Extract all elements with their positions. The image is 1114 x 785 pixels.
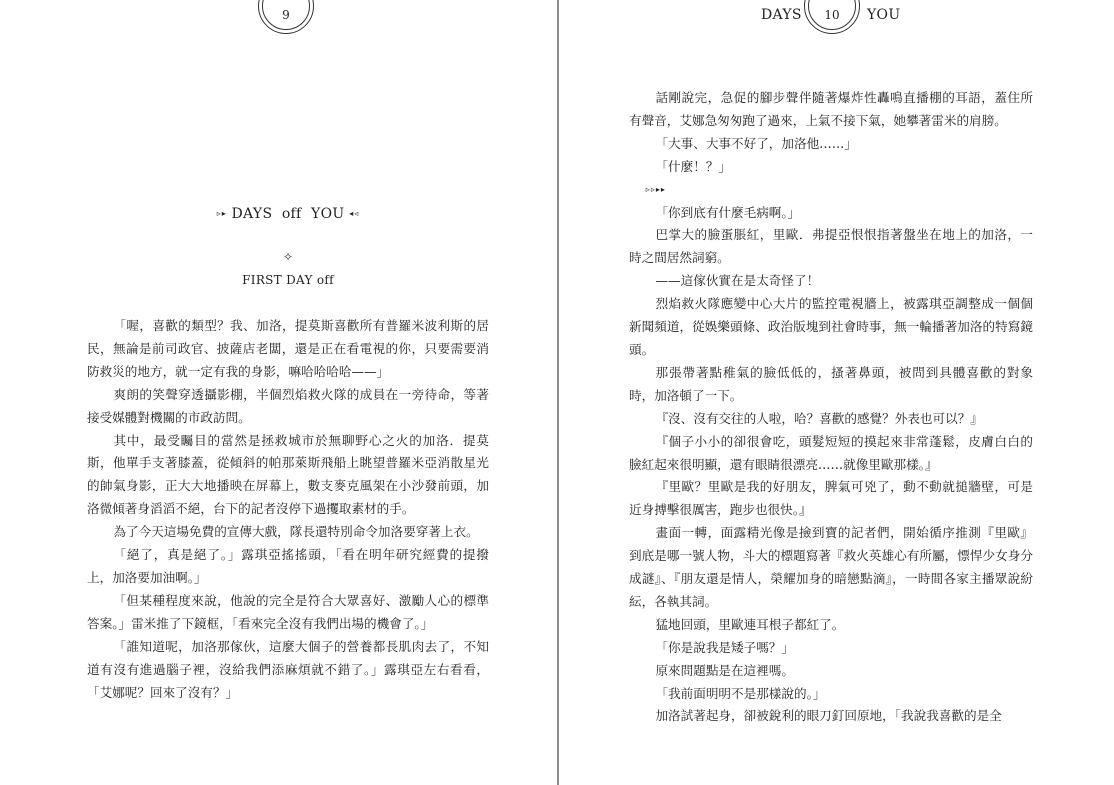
chapter-subtitle: FIRST DAY off (242, 273, 334, 287)
chapter-title-prefix-mark: ▹▸ (216, 209, 227, 218)
chapter-title (0, 206, 576, 222)
paragraph: ——這傢伙實在是太奇怪了！ (655, 273, 820, 289)
paragraph: 巴掌大的臉蛋脹紅，里歐．弗提亞恨恨指著盤坐在地上的加洛，一時之間居然詞窮。 (629, 227, 1033, 266)
paragraph: 烈焰救火隊應變中心大片的監控電視牆上，被露琪亞調整成一個個新聞頻道，從娛樂頭條、政治版塊到社會時事，無一輪播著加洛的特寫鏡頭。 (629, 296, 1033, 357)
right-page (560, 0, 1114, 785)
right-page-body-text (629, 87, 1033, 728)
left-page-body-text (87, 315, 489, 704)
diamond-ornament-icon: ✧ (282, 250, 294, 264)
paragraph: 話剛說完，急促的腳步聲伴隨著爆炸性轟鳴直播棚的耳語，蓋住所有聲音，艾娜急匆匆跑了過來，上氣不接下氣，她攀著雷米的肩膀。 (629, 90, 1033, 128)
paragraph: 「大事、大事不好了，加洛他……」 (655, 135, 857, 151)
paragraph: 「我前面明明不是那樣說的。」 (655, 685, 826, 701)
paragraph: 原來問題點是在這裡嗎。 (655, 662, 794, 678)
running-head-left-word: DAYS (761, 7, 802, 23)
paragraph: 「喔，喜歡的類型？我、加洛，提莫斯喜歡所有普羅米波利斯的居民，無論是前司政官、披薩店老闆，還是正在看電視的你，只要需要消防救災的地方，就一定有我的身影，嘛哈哈哈哈——」 (87, 318, 489, 379)
running-head-right-word: YOU (867, 7, 901, 23)
paragraph: 「但某種程度來說，他說的完全是符合大眾喜好、激勵人心的標準答案。」雷米推了下鏡框，「看來完全沒有我們出場的機會了。」 (87, 592, 489, 631)
paragraph: 「你到底有什麼毛病啊。」 (655, 204, 801, 220)
paragraph: 「誰知道呢，加洛那傢伙，這麼大個子的營養都長肌肉去了，不知道有沒有進過腦子裡，沒給我們添麻煩就不錯了。」露琪亞左右看看，「艾娜呢？回來了沒有？」 (87, 638, 489, 700)
chapter-title-text: DAYS off YOU (231, 206, 345, 222)
paragraph: 加洛試著起身，卻被銳利的眼刀釘回原地，「我說我喜歡的是全 (655, 708, 1002, 724)
paragraph: 「絕了，真是絕了。」露琪亞搖搖頭，「看在明年研究經費的提撥上，加洛要加油啊。」 (87, 547, 489, 585)
paragraph: 其中，最受矚目的當然是拯救城市於無聊野心之火的加洛．提莫斯，他單手支著膝蓋，從傾斜的帕那萊斯飛船上眺望普羅米亞消散星光的帥氣身影，正大大地播映在屏幕上，數支麥克風架在小沙發前頭，加洛微傾著身滔滔不絕，台下的記者沒停下過攫取素材的手。 (87, 432, 489, 517)
paragraph: 「你是說我是矮子嗎？」 (655, 639, 794, 655)
paragraph: 『沒、沒有交往的人啦，哈？喜歡的感覺？外表也可以？』 (655, 410, 983, 426)
paragraph: 『個子小小的卻很會吃，頭髮短短的摸起來非常蓬鬆，皮膚白白的臉紅起來很明顯，還有眼睛很漂亮……就像里歐那樣。』 (629, 433, 1033, 472)
paragraph: 那張帶著點稚氣的臉低低的，搔著鼻頭，被問到具體喜歡的對象時，加洛頓了一下。 (629, 364, 1033, 403)
page-gutter-divider (557, 0, 559, 785)
page-number-badge-left (258, 0, 314, 34)
page-number-badge-right (804, 0, 860, 34)
chapter-title-suffix-mark: ◂◃ (349, 209, 360, 218)
paragraph: 爽朗的笑聲穿透攝影棚，半個烈焰救火隊的成員在一旁待命，等著接受媒體對機關的市政訪問。 (87, 386, 489, 425)
left-page (0, 0, 556, 785)
page-number-right: 10 (824, 8, 840, 22)
paragraph: 「什麼！？」 (655, 158, 732, 174)
paragraph: 畫面一轉，面露精光像是撿到寶的記者們，開始循序推測『里歐』到底是哪一號人物，斗大的標題寫著『救火英雄心有所屬，慓悍少女身分成謎』、『朋友還是情人，榮耀加身的暗戀點滴』，一時間各家主播眾說紛紜，各執其詞。 (629, 525, 1033, 609)
paragraph: 為了今天這場免費的宣傳大戲，隊長還特別命令加洛要穿著上衣。 (113, 524, 479, 540)
scene-break-mark: ▹▹▸▸ (645, 184, 666, 194)
paragraph: 『里歐？里歐是我的好朋友，脾氣可兇了，動不動就搥牆壁，可是近身搏擊很厲害，跑步也很快。』 (629, 479, 1033, 518)
paragraph: 猛地回頭，里歐連耳根子都紅了。 (655, 616, 845, 632)
page-number-left: 9 (282, 8, 290, 22)
